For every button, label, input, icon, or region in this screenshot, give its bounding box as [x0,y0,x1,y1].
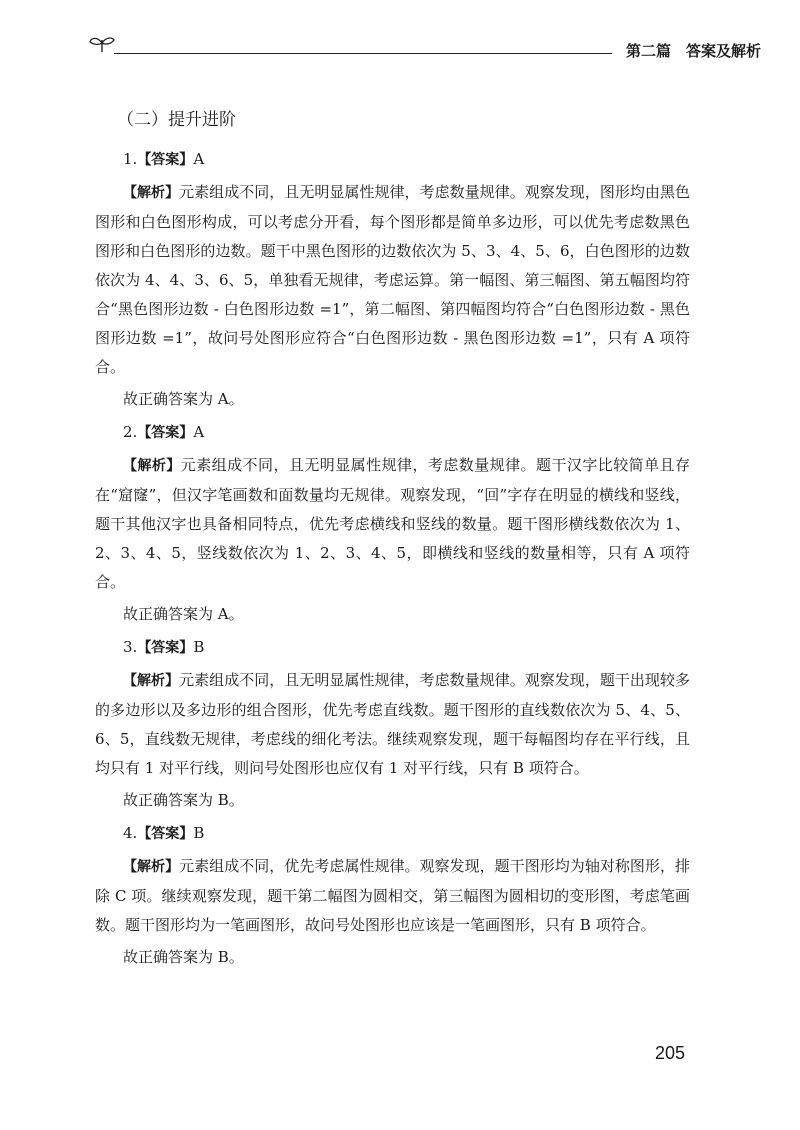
question-number: 1. [123,150,138,168]
page-header [88,30,762,70]
answer-value: A [193,423,205,441]
question-block [95,634,690,814]
analysis-paragraph [95,178,690,382]
analysis-paragraph [95,451,690,597]
analysis-text: 元素组成不同，优先考虑属性规律。观察发现，题干图形均为轴对称图形，排除 C 项。继续观察发现，题干第二幅图为圆相交，第三幅图为圆相切的变形图，考虑笔画数。题干图形均为一笔画图形，故问号处图形也应该是一笔画图形，只有 B 项符合。 [95,857,690,934]
section-title: （二）提升进阶 [117,110,236,130]
page-number: 205 [655,1043,686,1063]
question-block [95,820,690,971]
answer-value: B [193,638,205,656]
conclusion-line: 故正确答案为 A。 [123,390,244,408]
analysis-paragraph [95,852,690,940]
analysis-label: 【解析】 [123,185,180,201]
analysis-text: 元素组成不同，且无明显属性规律，考虑数量规律。观察发现，题干出现较多的多边形以及多边形的组合图形，优先考虑直线数。题干图形的直线数依次为 5、4、5、6、5，直线数无规律，考虑线的细化考法。继续观察发现，题干每幅图均存在平行线，且均只有 1 对平行线，则问号处图形也应仅有 1 对平行线，只有 B 项符合。 [95,671,690,777]
question-number: 4. [123,824,138,842]
question-number: 2. [123,423,138,441]
question-block [95,419,690,628]
answer-value: B [193,824,205,842]
answer-line [123,419,690,445]
analysis-label: 【解析】 [123,673,180,689]
answer-line [123,820,690,846]
answer-line [123,634,690,660]
analysis-text: 元素组成不同，且无明显属性规律，考虑数量规律。观察发现，图形均由黑色图形和白色图形构成，可以考虑分开看，每个图形都是简单多边形，可以优先考虑数黑色图形和白色图形的边数。题干中黑色图形的边数依次为 5、3、4、5、6，白色图形的边数依次为 4、4、3、6、5，单独看无规律，考虑运算。第一幅图、第三幅图、第五幅图均符合“黑色图形边数 - 白色图形边数 =1”，第二幅图、第四幅图均符合“白色图形边数 - 黑色图形边数 =1”，故问号处图形应符合“白色图形边数 - 黑色图形边数 =1”，只有 A 项符合。 [95,183,690,376]
analysis-label: 【解析】 [123,859,180,875]
answer-line [123,146,690,172]
answer-label: 【答案】 [137,152,194,168]
header-title: 第二篇 答案及解析 [626,42,762,60]
conclusion-line: 故正确答案为 A。 [123,605,244,623]
sprout-icon [88,34,116,54]
answer-label: 【答案】 [137,640,194,656]
header-rule [114,53,612,54]
answer-label: 【答案】 [137,425,194,441]
page-content [95,106,690,977]
analysis-label: 【解析】 [123,458,181,474]
conclusion-line: 故正确答案为 B。 [123,791,244,809]
analysis-text: 元素组成不同，且无明显属性规律，考虑数量规律。题干汉字比较简单且存在“窟窿”，但汉字笔画数和面数量均无规律。观察发现，“回”字存在明显的横线和竖线，题干其他汉字也具备相同特点，优先考虑横线和竖线的数量。题干图形横线数依次为 1、2、3、4、5，竖线数依次为 1、2、3、4、5，即横线和竖线的数量相等，只有 A 项符合。 [95,456,690,591]
answer-label: 【答案】 [137,826,194,842]
conclusion-line: 故正确答案为 B。 [123,948,244,966]
answer-value: A [193,150,205,168]
question-number: 3. [123,638,138,656]
analysis-paragraph [95,666,690,783]
question-block [95,146,690,413]
